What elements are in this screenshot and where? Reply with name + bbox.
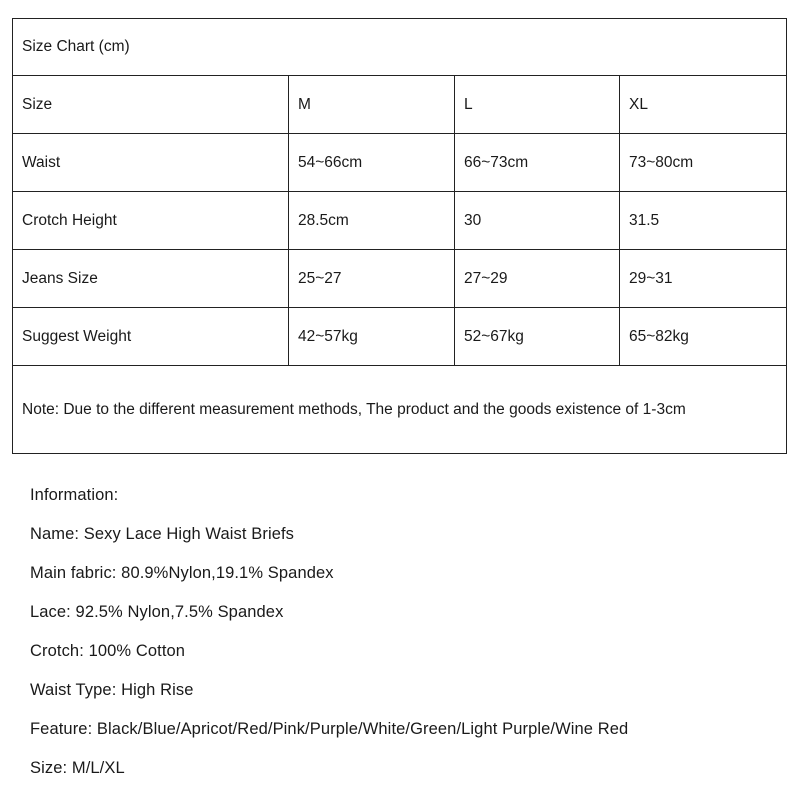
- table-cell: 73~80cm: [620, 134, 787, 192]
- row-label-suggest-weight: Suggest Weight: [13, 308, 289, 366]
- table-cell: 54~66cm: [289, 134, 455, 192]
- size-chart-title-row: [13, 19, 787, 76]
- table-cell: L: [455, 76, 620, 134]
- table-cell: M: [289, 76, 455, 134]
- table-row: [13, 308, 787, 366]
- info-feature: Feature: Black/Blue/Apricot/Red/Pink/Purple/White/Green/Light Purple/Wine Red: [30, 720, 629, 738]
- size-chart-note-row: [13, 366, 787, 454]
- row-label-crotch-height: Crotch Height: [13, 192, 289, 250]
- table-cell: 28.5cm: [289, 192, 455, 250]
- size-chart-title: Size Chart (cm): [13, 19, 787, 76]
- size-chart-table: [12, 18, 787, 454]
- info-lace: Lace: 92.5% Nylon,7.5% Spandex: [30, 603, 284, 621]
- table-cell: 29~31: [620, 250, 787, 308]
- table-row: [13, 250, 787, 308]
- table-cell: 66~73cm: [455, 134, 620, 192]
- row-label-waist: Waist: [13, 134, 289, 192]
- table-row: [13, 76, 787, 134]
- info-main-fabric: Main fabric: 80.9%Nylon,19.1% Spandex: [30, 564, 334, 582]
- info-name: Name: Sexy Lace High Waist Briefs: [30, 525, 295, 543]
- table-row: [13, 134, 787, 192]
- row-label-jeans-size: Jeans Size: [13, 250, 289, 308]
- product-information: [30, 476, 790, 788]
- table-cell: 42~57kg: [289, 308, 455, 366]
- info-size: Size: M/L/XL: [30, 759, 125, 777]
- table-cell: 65~82kg: [620, 308, 787, 366]
- info-crotch: Crotch: 100% Cotton: [30, 642, 186, 660]
- size-chart-note: Note: Due to the different measurement methods, The product and the goods existence of 1-3cm: [13, 366, 787, 454]
- table-cell: 52~67kg: [455, 308, 620, 366]
- table-row: [13, 192, 787, 250]
- table-cell: XL: [620, 76, 787, 134]
- information-heading: Information:: [30, 486, 119, 504]
- table-cell: 31.5: [620, 192, 787, 250]
- info-waist-type: Waist Type: High Rise: [30, 681, 194, 699]
- table-cell: 25~27: [289, 250, 455, 308]
- table-cell: 27~29: [455, 250, 620, 308]
- table-cell: 30: [455, 192, 620, 250]
- row-label-size: Size: [13, 76, 289, 134]
